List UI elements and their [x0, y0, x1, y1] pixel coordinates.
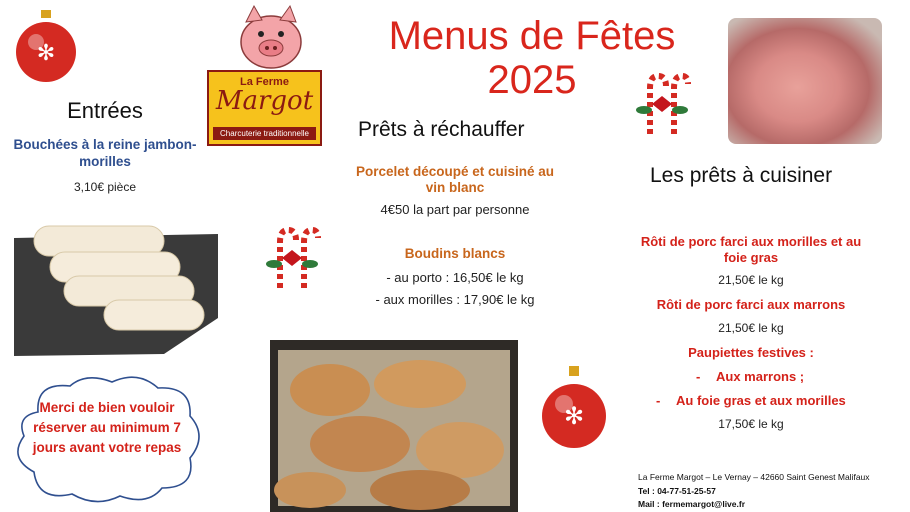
rechauffer-item2: Boudins blancs: [404, 246, 506, 261]
roast-photo: [728, 18, 882, 144]
rechauffer-item2-opt2: - aux morilles : 17,90€ le kg: [375, 292, 535, 307]
cuisiner-item3-opt1: Aux marrons ;: [716, 369, 805, 384]
contact-tel: Tel : 04-77-51-25-57: [638, 486, 716, 496]
contact-address: La Ferme Margot – Le Vernay – 42660 Saint Genest Malifaux: [638, 472, 870, 482]
logo-line3: Charcuterie traditionnelle: [213, 127, 316, 140]
christmas-ornament-icon: [540, 362, 608, 452]
entrees-item: Bouchées à la reine jambon-morilles: [13, 137, 197, 169]
christmas-ornament-icon: [14, 8, 78, 86]
candy-cane-icon: [632, 70, 692, 136]
cuisiner-item1: Rôti de porc farci aux morilles et au foie gras: [640, 234, 862, 265]
cuisiner-item3-opt2-bullet: -: [656, 393, 661, 408]
rechauffer-item1: Porcelet découpé et cuisiné au vin blanc: [355, 164, 555, 195]
rechauffer-heading: Prêts à réchauffer: [358, 118, 525, 141]
logo-line2: Margot: [215, 86, 314, 116]
cuisiner-item3-opt2: Au foie gras et aux morilles: [676, 393, 846, 408]
farm-logo: [207, 70, 322, 146]
cuisiner-item1-price: 21,50€ le kg: [718, 273, 784, 287]
candy-cane-icon: [262, 224, 322, 290]
cuisiner-heading: Les prêts à cuisiner: [650, 164, 833, 187]
cuisiner-item2: Rôti de porc farci aux marrons: [656, 297, 846, 312]
svg-text:✻: ✻: [563, 403, 585, 430]
rechauffer-item1-price: 4€50 la part par personne: [380, 202, 530, 217]
logo-line1: La Ferme: [240, 76, 289, 88]
title-line2: 2025: [487, 58, 577, 102]
cuisiner-item3-opt1-bullet: -: [696, 369, 701, 384]
entrees-heading: Entrées: [67, 98, 143, 123]
cuisiner-item2-price: 21,50€ le kg: [718, 321, 784, 335]
title-line1: Menus de Fêtes: [388, 14, 676, 58]
rechauffer-item2-opt1: - au porto : 16,50€ le kg: [386, 270, 524, 285]
cuisiner-item3: Paupiettes festives :: [688, 345, 814, 360]
porcelet-photo: [270, 340, 518, 512]
svg-text:✻: ✻: [36, 40, 56, 65]
contact-mail: Mail : fermemargot@live.fr: [638, 499, 746, 509]
boudin-photo: [14, 218, 218, 356]
entrees-price: 3,10€ pièce: [73, 180, 137, 194]
reservation-notice: Merci de bien vouloir réserver au minimum 7 jours avant votre repas: [32, 400, 182, 455]
cuisiner-item3-price: 17,50€ le kg: [718, 417, 784, 431]
pig-mascot-icon: [232, 4, 310, 74]
